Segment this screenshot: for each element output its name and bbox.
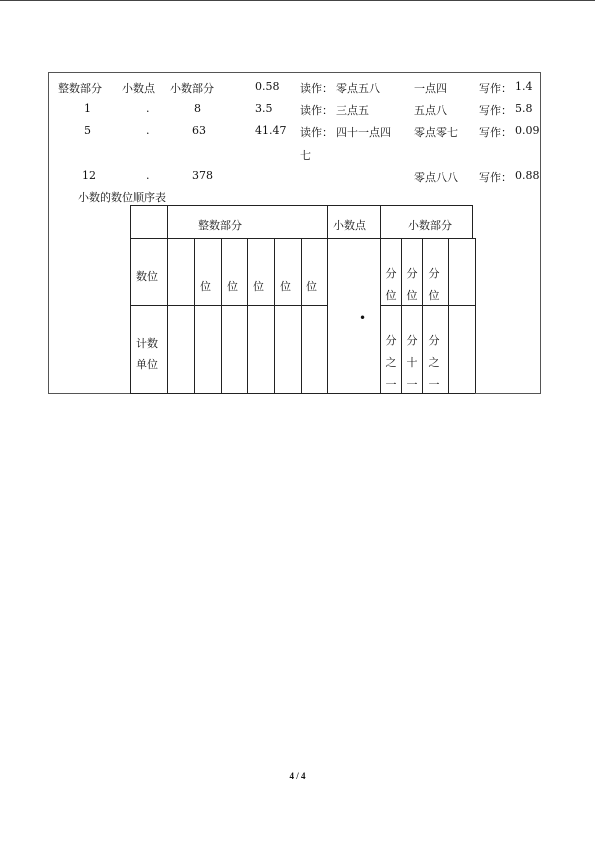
row0-write: 1.4 (515, 80, 533, 93)
int-place-cell: 位 (227, 280, 238, 293)
row2-dec: 63 (192, 124, 206, 137)
row1-dec: 8 (194, 102, 201, 115)
table-line (448, 238, 449, 393)
row1-word: 五点八 (414, 104, 447, 117)
dec-place-cell: 分 位 (406, 267, 418, 302)
row2-int: 5 (84, 124, 91, 137)
row1-write-label: 写作： (479, 104, 512, 117)
row3-word: 零点八八 (414, 171, 458, 184)
header-decimal-point: 小数点 (122, 82, 155, 95)
row0-write-label: 写作： (479, 82, 512, 95)
table-line (194, 238, 195, 393)
row2-write: 0.09 (515, 124, 540, 137)
row0-number: 0.58 (255, 80, 280, 93)
table-header-decimal: 小数部分 (408, 219, 452, 232)
row2-word: 零点零七 (414, 126, 458, 139)
int-place-cell: 位 (306, 280, 317, 293)
table-line (130, 205, 131, 393)
int-place-cell: 位 (253, 280, 264, 293)
row3-point: . (146, 169, 150, 182)
table-line (475, 238, 476, 393)
row1-read: 三点五 (336, 104, 369, 117)
table-line (167, 205, 168, 393)
row1-read-label: 读作： (300, 104, 333, 117)
row-label-unit-2: 单位 (136, 358, 158, 371)
table-line (422, 238, 423, 393)
row1-point: . (146, 102, 150, 115)
header-decimal-part: 小数部分 (170, 82, 214, 95)
row0-word: 一点四 (414, 82, 447, 95)
table-line (472, 205, 473, 238)
row3-dec: 378 (192, 169, 213, 182)
row2-read-label: 读作： (300, 126, 333, 139)
table-line (221, 238, 222, 393)
row2-point: . (146, 124, 150, 137)
top-rule (0, 0, 595, 1)
row1-number: 3.5 (255, 102, 273, 115)
dec-unit-cell: 分 之 一 (428, 334, 440, 391)
dec-place-cell: 分 位 (385, 267, 397, 302)
decimal-point-symbol: • (359, 311, 367, 325)
row2-number: 41.47 (255, 124, 287, 137)
table-header-integer: 整数部分 (198, 219, 242, 232)
table-line (247, 238, 248, 393)
row0-read-label: 读作： (300, 82, 333, 95)
row3-int: 12 (82, 169, 96, 182)
row0-read: 零点五八 (336, 82, 380, 95)
page-number: 4 / 4 (289, 771, 306, 781)
row2-read-overflow: 七 (300, 149, 311, 162)
table-line (130, 305, 328, 306)
dec-place-cell: 分 位 (428, 267, 440, 302)
row3-write-label: 写作： (479, 171, 512, 184)
table-line (130, 238, 475, 239)
row2-read: 四十一点四 (336, 126, 391, 139)
table-header-point: 小数点 (333, 219, 366, 232)
row3-write: 0.88 (515, 169, 540, 182)
table-title: 小数的数位顺序表 (78, 191, 166, 204)
header-integer-part: 整数部分 (58, 82, 102, 95)
table-line (301, 238, 302, 393)
dec-unit-cell: 分 之 一 (385, 334, 397, 391)
table-line (130, 205, 472, 206)
table-line (327, 205, 328, 393)
row1-int: 1 (84, 102, 91, 115)
int-place-cell: 位 (200, 280, 211, 293)
row1-write: 5.8 (515, 102, 533, 115)
table-line (274, 238, 275, 393)
row2-write-label: 写作： (479, 126, 512, 139)
row-label-place: 数位 (136, 270, 158, 283)
dec-unit-cell: 分 十 一 (406, 334, 418, 391)
content-frame (48, 72, 541, 394)
int-place-cell: 位 (280, 280, 291, 293)
table-line (130, 393, 475, 394)
row-label-unit-1: 计数 (136, 337, 158, 350)
